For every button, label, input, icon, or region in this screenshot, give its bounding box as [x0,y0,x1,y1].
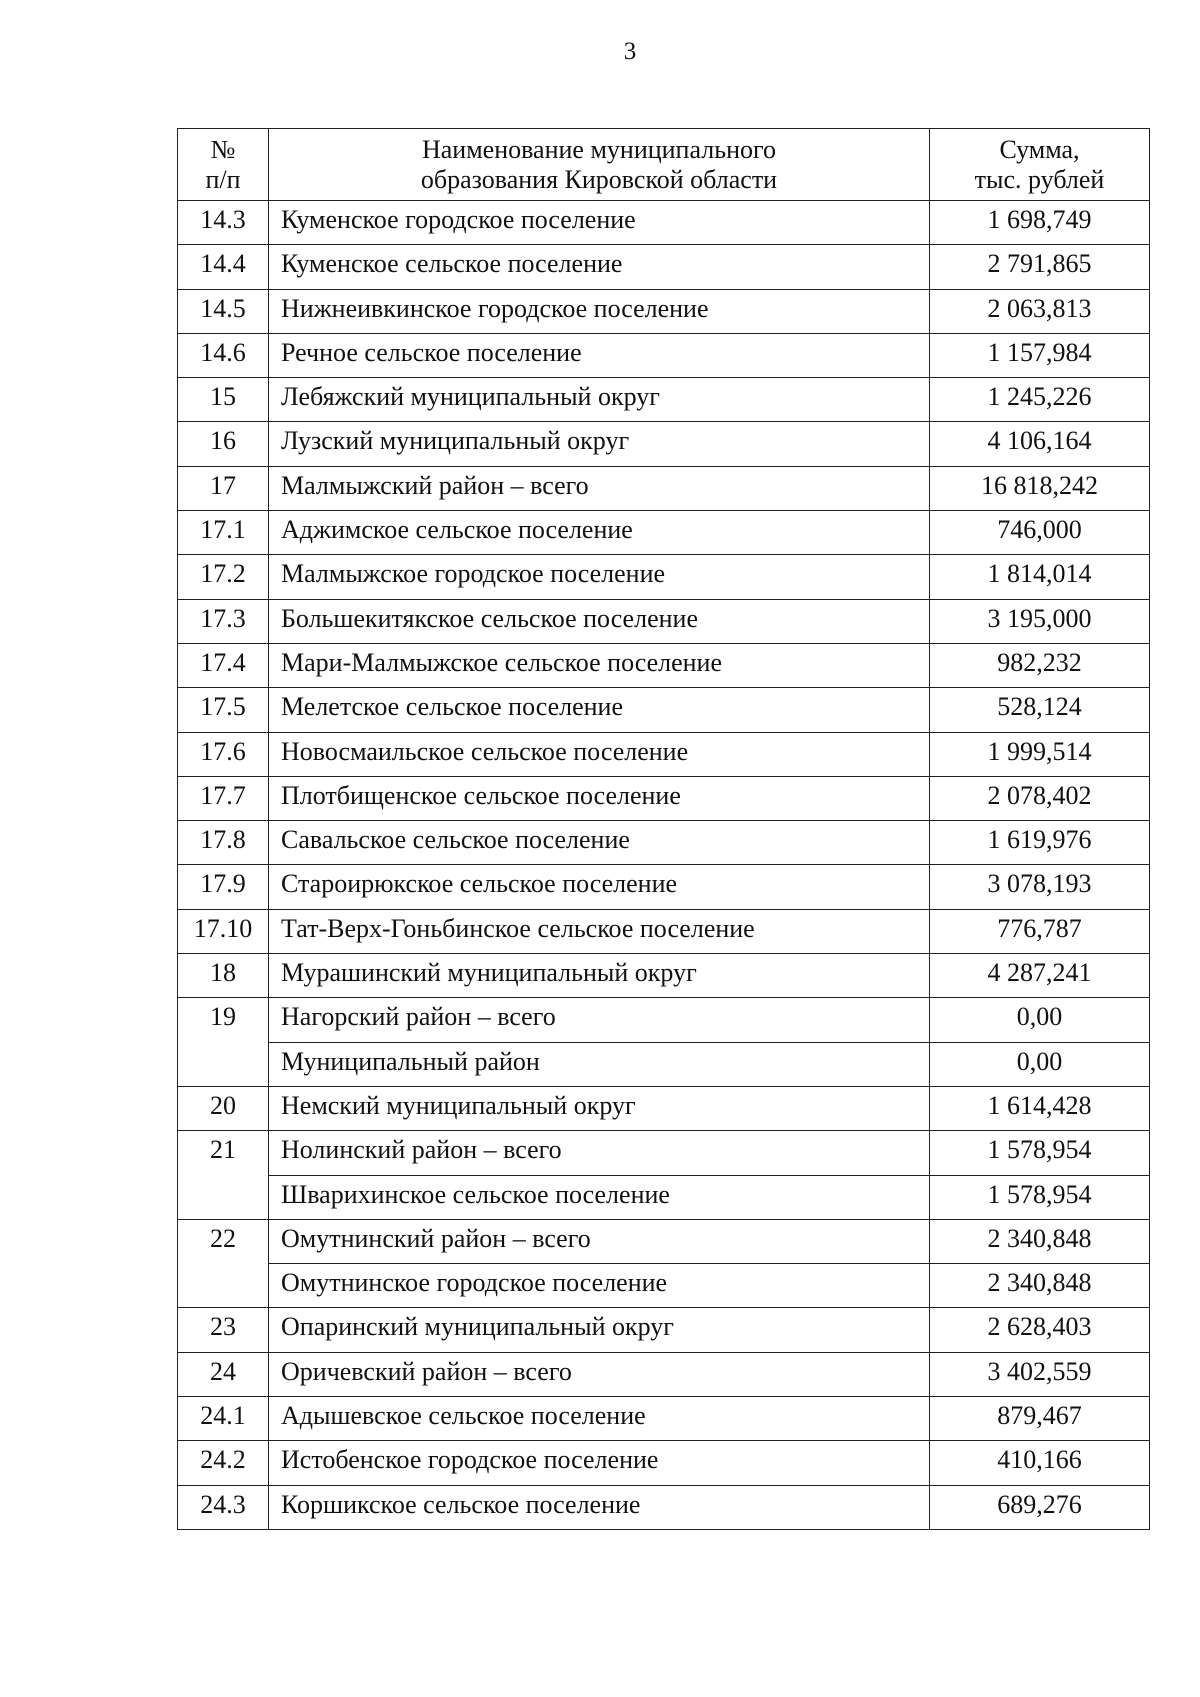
row-number: 24.2 [178,1441,269,1485]
row-number: 18 [178,954,269,998]
row-number: 17.3 [178,599,269,643]
row-sum: 1 245,226 [930,378,1150,422]
table-row [178,776,1150,820]
row-sum: 1 698,749 [930,201,1150,245]
row-sum: 689,276 [930,1485,1150,1529]
row-name: Речное сельское поселение [269,333,930,377]
row-sum: 776,787 [930,909,1150,953]
row-name: Куменское городское поселение [269,201,930,245]
table-row [178,1042,1150,1086]
row-number: 22 [178,1219,269,1263]
row-name: Большекитякское сельское поселение [269,599,930,643]
table-row [178,998,1150,1042]
row-number: 17.9 [178,865,269,909]
row-name: Лузский муниципальный округ [269,422,930,466]
row-number: 21 [178,1131,269,1175]
table-row [178,378,1150,422]
row-name: Тат-Верх-Гоньбинское сельское поселение [269,909,930,953]
table-row [178,1175,1150,1219]
row-name: Опаринский муниципальный округ [269,1308,930,1352]
row-sum: 0,00 [930,1042,1150,1086]
row-number: 17.8 [178,821,269,865]
row-name: Плотбищенское сельское поселение [269,776,930,820]
row-number: 17 [178,466,269,510]
header-sum-line1: Сумма, [999,135,1080,165]
row-name: Омутнинское городское поселение [269,1264,930,1308]
header-sum [930,129,1150,201]
row-name: Мурашинский муниципальный округ [269,954,930,998]
row-name: Лебяжский муниципальный округ [269,378,930,422]
row-sum: 0,00 [930,998,1150,1042]
table-row [178,1308,1150,1352]
table-row [178,511,1150,555]
header-number-line1: № [210,135,236,165]
header-number [178,129,269,201]
row-sum: 2 063,813 [930,289,1150,333]
row-sum: 1 157,984 [930,333,1150,377]
row-sum: 982,232 [930,643,1150,687]
table-row [178,909,1150,953]
header-name-line1: Наименование муниципального [421,135,777,165]
row-name: Адышевское сельское поселение [269,1397,930,1441]
row-sum: 1 999,514 [930,732,1150,776]
row-name: Шварихинское сельское поселение [269,1175,930,1219]
row-sum: 879,467 [930,1397,1150,1441]
row-number: 17.4 [178,643,269,687]
row-name: Нагорский район – всего [269,998,930,1042]
row-number: 17.5 [178,688,269,732]
row-number: 17.7 [178,776,269,820]
row-number [178,1264,269,1308]
row-number: 14.6 [178,333,269,377]
row-name: Савальское сельское поселение [269,821,930,865]
table-row [178,1219,1150,1263]
table-body [178,201,1150,1530]
row-number: 17.2 [178,555,269,599]
row-sum: 2 340,848 [930,1264,1150,1308]
table-row [178,289,1150,333]
row-number: 24.3 [178,1485,269,1529]
row-name: Мари-Малмыжское сельское поселение [269,643,930,687]
row-number: 23 [178,1308,269,1352]
row-sum: 4 106,164 [930,422,1150,466]
row-name: Нолинский район – всего [269,1131,930,1175]
row-number: 24.1 [178,1397,269,1441]
row-number: 17.10 [178,909,269,953]
row-number: 14.4 [178,245,269,289]
row-name: Куменское сельское поселение [269,245,930,289]
row-sum: 1 814,014 [930,555,1150,599]
table-row [178,821,1150,865]
table-row [178,643,1150,687]
table-row [178,201,1150,245]
row-sum: 3 078,193 [930,865,1150,909]
row-sum: 4 287,241 [930,954,1150,998]
row-sum: 410,166 [930,1441,1150,1485]
row-name: Омутнинский район – всего [269,1219,930,1263]
row-sum: 1 578,954 [930,1175,1150,1219]
table-row [178,1264,1150,1308]
header-sum-line2: тыс. рублей [974,165,1105,194]
row-sum: 2 340,848 [930,1219,1150,1263]
row-number: 17.6 [178,732,269,776]
row-sum: 746,000 [930,511,1150,555]
row-name: Малмыжский район – всего [269,466,930,510]
row-number [178,1042,269,1086]
header-name [269,129,930,201]
header-number-line2: п/п [205,165,241,194]
row-name: Староирюкское сельское поселение [269,865,930,909]
row-number: 14.5 [178,289,269,333]
row-sum: 1 619,976 [930,821,1150,865]
table-row [178,422,1150,466]
row-number: 24 [178,1352,269,1396]
row-sum: 16 818,242 [930,466,1150,510]
table-row [178,466,1150,510]
row-name: Немский муниципальный округ [269,1086,930,1130]
row-number: 15 [178,378,269,422]
row-name: Новосмаильское сельское поселение [269,732,930,776]
row-number: 20 [178,1086,269,1130]
table-row [178,333,1150,377]
row-name: Муниципальный район [269,1042,930,1086]
row-number: 17.1 [178,511,269,555]
table-row [178,1086,1150,1130]
row-name: Коршикское сельское поселение [269,1485,930,1529]
row-sum: 1 614,428 [930,1086,1150,1130]
row-number: 14.3 [178,201,269,245]
row-name: Оричевский район – всего [269,1352,930,1396]
row-sum: 2 078,402 [930,776,1150,820]
table-row [178,1485,1150,1529]
row-name: Аджимское сельское поселение [269,511,930,555]
row-sum: 2 628,403 [930,1308,1150,1352]
row-number [178,1175,269,1219]
row-sum: 3 195,000 [930,599,1150,643]
table-row [178,688,1150,732]
table-row [178,555,1150,599]
row-sum: 3 402,559 [930,1352,1150,1396]
table-row [178,1131,1150,1175]
row-name: Истобенское городское поселение [269,1441,930,1485]
row-name: Нижнеивкинское городское поселение [269,289,930,333]
budget-table [177,128,1150,1530]
row-name: Малмыжское городское поселение [269,555,930,599]
table-row [178,599,1150,643]
table-row [178,245,1150,289]
row-sum: 2 791,865 [930,245,1150,289]
table-header-row [178,129,1150,201]
table-row [178,1397,1150,1441]
header-name-line2: образования Кировской области [420,165,778,194]
table-row [178,1352,1150,1396]
table-row [178,954,1150,998]
row-number: 19 [178,998,269,1042]
row-sum: 528,124 [930,688,1150,732]
row-sum: 1 578,954 [930,1131,1150,1175]
table-row [178,1441,1150,1485]
row-number: 16 [178,422,269,466]
page-number: 3 [623,38,637,65]
row-name: Мелетское сельское поселение [269,688,930,732]
table-row [178,732,1150,776]
table-row [178,865,1150,909]
